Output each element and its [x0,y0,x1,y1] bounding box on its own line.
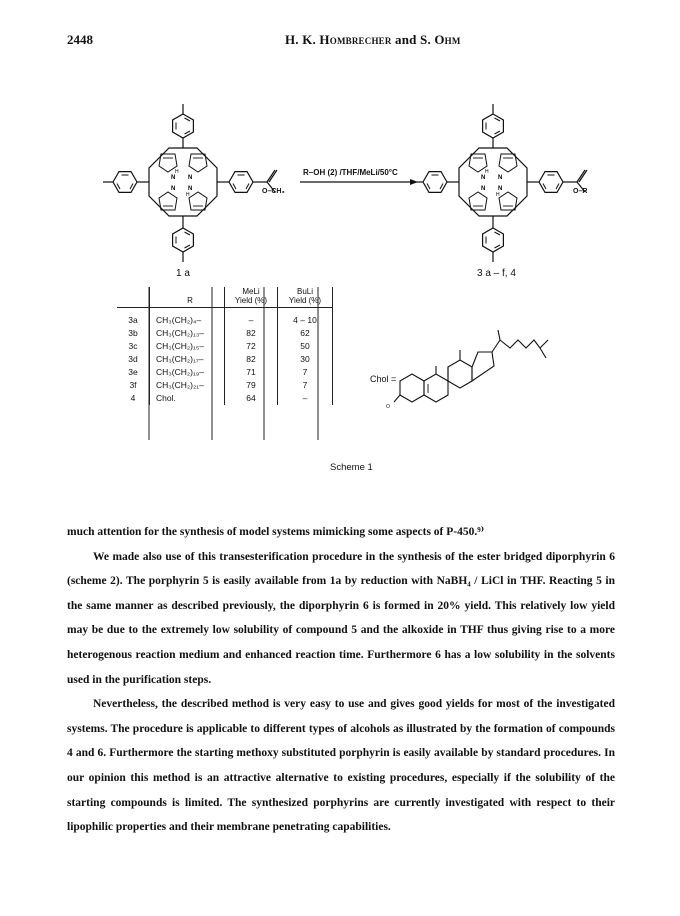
scheme-caption: Scheme 1 [330,462,373,473]
table-row: 3c CH₃(CH₂)₁₅– 72 50 [117,340,333,353]
paragraph-2: We made also use of this transesterification procedure in the synthesis of the ester bridged diporphyrin 6 (scheme 2). The porphyrin 5 is easily available from 1a by reduction with NaBH₄ / LiCl in THF. Reacting 5 in the same manner as described previously, the diporphyrin 6 is formed in 20% yield. This relatively low yield may be due to the extremely low solubility of compound 5 and the alkoxide in THF thus giving rise to a more heterogenous reaction medium and enhanced reaction time. Furthermore 6 has a low solubility in the solvents used in the purification steps. [67,550,615,686]
page-number: 2448 [67,32,93,47]
product-ester-label: O–R [573,188,588,195]
table-row: 3b CH₃(CH₂)₁₃– 82 62 [117,327,333,340]
header-buli: BuLi Yield (%) [278,287,333,308]
header-id [117,287,150,308]
table-row: 3e CH₃(CH₂)₁₉– 71 7 [117,366,333,379]
reaction-scheme-drawing: N H O [0,0,680,500]
table-header-row [117,287,333,308]
table-row: 3d CH₃(CH₂)₁₇– 82 30 [117,353,333,366]
start-ester-label: O–CH₃ [262,188,285,195]
table-row: 4 Chol. 64 – [117,392,333,405]
porphyrin-product [413,104,587,262]
svg-text:O: O [386,404,390,410]
product-compound-label: 3 a – f, 4 [477,268,516,279]
yield-table [117,287,333,405]
paragraph-1: much attention for the synthesis of model systems mimicking some aspects of P-450.⁹⁾ [67,526,485,538]
header-r: R [150,287,225,308]
porphyrin-1a [103,104,277,262]
start-compound-label: 1 a [176,268,190,279]
table-row: 3a CH₃(CH₂)₄– – 4 – 10 [117,308,333,328]
reaction-arrow [300,179,418,185]
running-head: H. K. Hombrecher and S. Ohm [285,32,461,47]
paragraph-3: Nevertheless, the described method is very easy to use and gives good yields for most of the investigated systems. The procedure is applicable to different types of alcohols as illustrated by the formation of compounds 4 and 6. Furthermore the starting methoxy substituted porphyrin is easily available by standard procedures. In our opinion this method is an attractive alternative to existing procedures, especially if the solubility of the starting compounds is limited. The synthesized porphyrins are currently investigated with respect to their lipophilic properties and their membrane penetrating capabilities. [67,698,615,834]
chol-label: Chol = [370,374,397,384]
header-meli: MeLi Yield (%) [225,287,278,308]
cholesterol-structure [386,330,548,410]
reaction-conditions: R–OH (2) /THF/MeLi/50°C [303,168,398,177]
body-text [67,520,615,840]
table-row: 3f CH₃(CH₂)₂₁– 79 7 [117,379,333,392]
